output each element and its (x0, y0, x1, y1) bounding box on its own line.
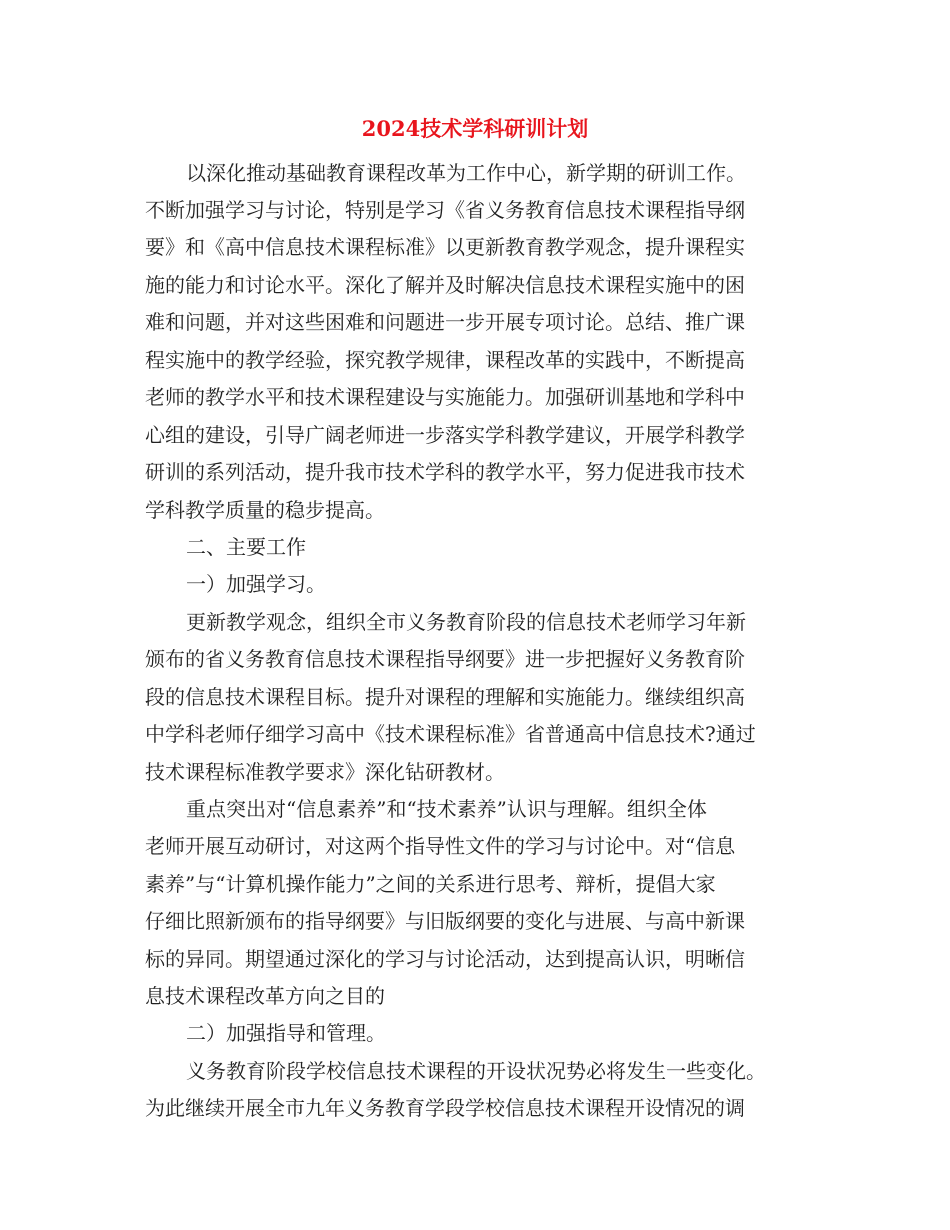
text-line: 研训的系列活动，提升我市技术学科的教学水平，努力促进我市技术 (145, 460, 745, 484)
text-line: 素养”与“计算机操作能力”之间的关系进行思考、辩析，提倡大家 (145, 872, 716, 896)
text-line: 标的异同。期望通过深化的学习与讨论活动，达到提高认识，明晰信 (145, 947, 745, 971)
text-line: 学科教学质量的稳步提高。 (145, 498, 385, 522)
text-line: 息技术课程改革方向之目的 (145, 984, 385, 1008)
text-line: 颁布的省义务教育信息技术课程指导纲要》进一步把握好义务教育阶 (145, 647, 745, 671)
text-line: 更新教学观念，组织全市义务教育阶段的信息技术老师学习年新 (186, 610, 746, 634)
subsection-heading: 一）加强学习。 (186, 572, 326, 596)
subsection-heading: 二）加强指导和管理。 (186, 1021, 386, 1045)
text-line: 难和问题，并对这些困难和问题进一步开展专项讨论。总结、推广课 (145, 310, 745, 334)
text-line: 技术课程标准教学要求》深化钻研教材。 (145, 760, 505, 784)
text-line: 不断加强学习与讨论，特别是学习《省义务教育信息技术课程指导纲 (145, 198, 745, 222)
text-line: 程实施中的教学经验，探究教学规律，课程改革的实践中，不断提高 (145, 348, 745, 372)
text-line: 施的能力和讨论水平。深化了解并及时解决信息技术课程实施中的困 (145, 273, 745, 297)
text-line: 为此继续开展全市九年义务教育学段学校信息技术课程开设情况的调 (145, 1096, 745, 1120)
text-line: 以深化推动基础教育课程改革为工作中心，新学期的研训工作。 (186, 161, 746, 185)
text-line: 仔细比照新颁布的指导纲要》与旧版纲要的变化与进展、与高中新课 (145, 909, 745, 933)
text-line: 义务教育阶段学校信息技术课程的开设状况势必将发生一些变化。 (186, 1059, 766, 1083)
section-heading: 二、主要工作 (186, 535, 306, 559)
text-line: 中学科老师仔细学习高中《技术课程标准》省普通高中信息技术?通过 (145, 722, 756, 746)
text-line: 老师的教学水平和技术课程建设与实施能力。加强研训基地和学科中 (145, 385, 745, 409)
text-line: 重点突出对“信息素养”和“技术素养”认识与理解。组织全体 (186, 797, 707, 821)
text-line: 心组的建设，引导广阔老师进一步落实学科教学建议，开展学科教学 (145, 423, 745, 447)
text-line: 段的信息技术课程目标。提升对课程的理解和实施能力。继续组织高 (145, 685, 745, 709)
text-line: 老师开展互动研讨，对这两个指导性文件的学习与讨论中。对“信息 (145, 834, 736, 858)
document-title: 2024技术学科研训计划 (361, 116, 589, 141)
text-line: 要》和《高中信息技术课程标准》以更新教育教学观念，提升课程实 (145, 235, 745, 259)
